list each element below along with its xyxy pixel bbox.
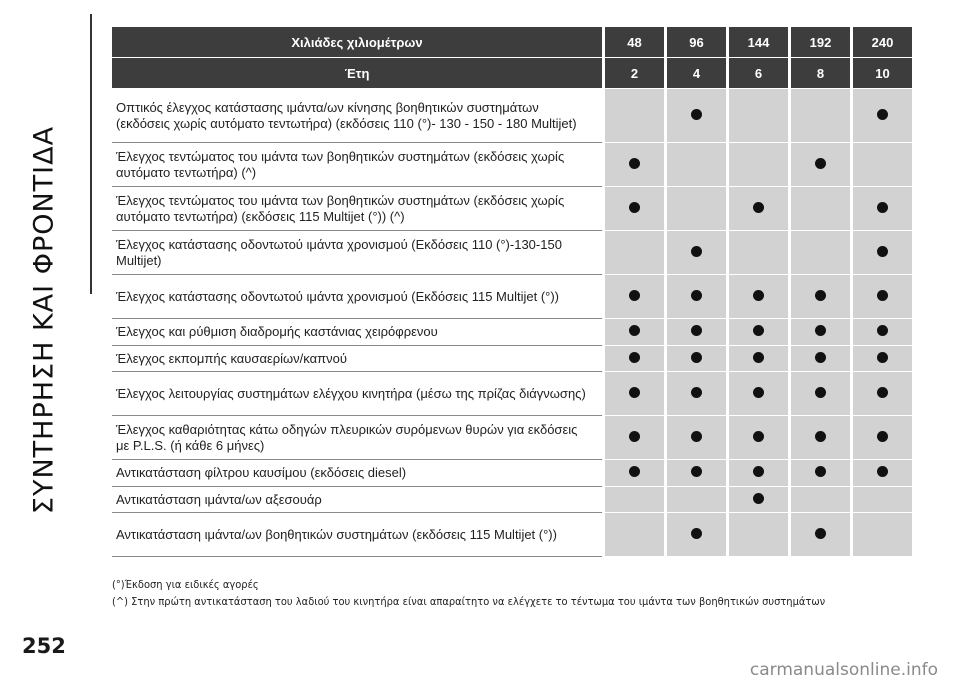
service-required-dot-icon (815, 431, 826, 442)
service-required-dot-icon (815, 352, 826, 363)
watermark: carmanualsonline.info (749, 660, 938, 680)
service-required-dot-icon (753, 493, 764, 504)
interval-cell (664, 187, 726, 231)
service-required-dot-icon (691, 109, 702, 120)
operation-description: Έλεγχος και ρύθμιση διαδρομής καστάνιας χειρόφρενου (112, 319, 602, 346)
interval-cell (788, 231, 850, 275)
header-interval: 10 (850, 58, 912, 89)
service-required-dot-icon (691, 352, 702, 363)
service-required-dot-icon (877, 431, 888, 442)
service-required-dot-icon (877, 246, 888, 257)
operation-description: Αντικατάσταση ιμάντα/ων βοηθητικών συστημάτων (εκδόσεις 115 Multijet (°)) (112, 513, 602, 557)
interval-cell (664, 513, 726, 557)
service-required-dot-icon (691, 246, 702, 257)
interval-cell (850, 89, 912, 143)
interval-cell (850, 513, 912, 557)
footnote-special-markets: (°)Έκδοση για ειδικές αγορές (112, 578, 259, 591)
table-row (112, 187, 912, 231)
service-required-dot-icon (753, 466, 764, 477)
interval-cell (726, 513, 788, 557)
interval-cell (602, 143, 664, 187)
interval-cell (788, 416, 850, 460)
service-required-dot-icon (877, 109, 888, 120)
header-label: Χιλιάδες χιλιομέτρων (112, 27, 602, 58)
operation-description: Έλεγχος κατάστασης οδοντωτού ιμάντα χρονισμού (Εκδόσεις 115 Multijet (°)) (112, 275, 602, 319)
interval-cell (788, 275, 850, 319)
operation-description: Οπτικός έλεγχος κατάστασης ιμάντα/ων κίνησης βοηθητικών συστημάτων (εκδόσεις χωρίς αυτόματο τεντωτήρα) (εκδόσεις 110 (°)- 130 - 150 - 180 Multijet) (112, 89, 602, 143)
service-required-dot-icon (877, 387, 888, 398)
interval-cell (664, 346, 726, 373)
header-row (112, 27, 912, 58)
header-interval: 96 (664, 27, 726, 58)
operation-description: Αντικατάσταση φίλτρου καυσίμου (εκδόσεις diesel) (112, 460, 602, 487)
interval-cell (664, 275, 726, 319)
service-required-dot-icon (877, 466, 888, 477)
interval-cell (788, 460, 850, 487)
service-required-dot-icon (629, 325, 640, 336)
service-required-dot-icon (629, 202, 640, 213)
interval-cell (664, 231, 726, 275)
interval-cell (602, 416, 664, 460)
interval-cell (726, 487, 788, 514)
interval-cell (850, 319, 912, 346)
interval-cell (664, 319, 726, 346)
interval-cell (788, 487, 850, 514)
interval-cell (788, 513, 850, 557)
table-row (112, 89, 912, 143)
service-required-dot-icon (753, 290, 764, 301)
interval-cell (726, 460, 788, 487)
table-row (112, 460, 912, 487)
interval-cell (850, 487, 912, 514)
header-row (112, 58, 912, 89)
table-row (112, 372, 912, 416)
service-required-dot-icon (691, 325, 702, 336)
service-required-dot-icon (815, 466, 826, 477)
service-required-dot-icon (691, 387, 702, 398)
interval-cell (850, 143, 912, 187)
interval-cell (602, 187, 664, 231)
interval-cell (602, 513, 664, 557)
interval-cell (602, 275, 664, 319)
service-required-dot-icon (815, 325, 826, 336)
service-required-dot-icon (753, 431, 764, 442)
footnotes (112, 576, 904, 610)
interval-cell (664, 89, 726, 143)
interval-cell (788, 143, 850, 187)
service-required-dot-icon (877, 352, 888, 363)
operation-description: Έλεγχος τεντώματος του ιμάντα των βοηθητικών συστημάτων (εκδόσεις χωρίς αυτόματο τεντωτήρα) (εκδόσεις 115 Multijet (°)) (^) (112, 187, 602, 231)
interval-cell (850, 346, 912, 373)
interval-cell (602, 460, 664, 487)
service-required-dot-icon (691, 290, 702, 301)
footnote-belt-tension: (^) Στην πρώτη αντικατάσταση του λαδιού του κινητήρα είναι απαραίτητο να ελέγχετε το τέντωμα του ιμάντα των βοηθητικών συστημάτων (112, 595, 826, 608)
operation-description: Έλεγχος κατάστασης οδοντωτού ιμάντα χρονισμού (Εκδόσεις 110 (°)-130-150 Multijet) (112, 231, 602, 275)
service-required-dot-icon (815, 528, 826, 539)
service-required-dot-icon (629, 352, 640, 363)
interval-cell (788, 319, 850, 346)
header-label: Έτη (112, 58, 602, 89)
interval-cell (664, 460, 726, 487)
table-row (112, 513, 912, 557)
interval-cell (850, 187, 912, 231)
header-interval: 192 (788, 27, 850, 58)
service-required-dot-icon (753, 202, 764, 213)
service-required-dot-icon (629, 158, 640, 169)
interval-cell (788, 346, 850, 373)
service-required-dot-icon (753, 325, 764, 336)
interval-cell (850, 231, 912, 275)
service-required-dot-icon (753, 387, 764, 398)
interval-cell (602, 346, 664, 373)
table-row (112, 231, 912, 275)
interval-cell (726, 143, 788, 187)
service-required-dot-icon (877, 202, 888, 213)
operation-description: Αντικατάσταση ιμάντα/ων αξεσουάρ (112, 487, 602, 514)
operation-description: Έλεγχος τεντώματος του ιμάντα των βοηθητικών συστημάτων (εκδόσεις χωρίς αυτόματο τεντωτήρα) (^) (112, 143, 602, 187)
interval-cell (664, 416, 726, 460)
service-required-dot-icon (629, 466, 640, 477)
interval-cell (726, 319, 788, 346)
header-interval: 8 (788, 58, 850, 89)
service-required-dot-icon (815, 290, 826, 301)
interval-cell (850, 275, 912, 319)
table-row (112, 143, 912, 187)
header-interval: 48 (602, 27, 664, 58)
interval-cell (850, 372, 912, 416)
interval-cell (602, 319, 664, 346)
interval-cell (726, 275, 788, 319)
operation-description: Έλεγχος λειτουργίας συστημάτων ελέγχου κινητήρα (μέσω της πρίζας διάγνωσης) (112, 372, 602, 416)
header-interval: 2 (602, 58, 664, 89)
operation-description: Έλεγχος καθαριότητας κάτω οδηγών πλευρικών συρόμενων θυρών για εκδόσεις με P.L.S. (ή κάθε 6 μήνες) (112, 416, 602, 460)
interval-cell (602, 231, 664, 275)
interval-cell (850, 460, 912, 487)
service-required-dot-icon (877, 325, 888, 336)
service-required-dot-icon (691, 431, 702, 442)
service-required-dot-icon (877, 290, 888, 301)
page-number: 252 (22, 634, 66, 658)
service-required-dot-icon (629, 290, 640, 301)
interval-cell (788, 372, 850, 416)
service-required-dot-icon (629, 431, 640, 442)
operation-description: Έλεγχος εκπομπής καυσαερίων/καπνού (112, 346, 602, 373)
table-row (112, 346, 912, 373)
service-required-dot-icon (815, 158, 826, 169)
table-row (112, 487, 912, 514)
maintenance-schedule-table (112, 27, 912, 557)
section-title: ΣΥΝΤΗΡΗΣΗ ΚΑΙ ΦΡΟΝΤΙΔΑ (28, 125, 60, 515)
interval-cell (664, 487, 726, 514)
table-row (112, 319, 912, 346)
table-row (112, 416, 912, 460)
header-interval: 144 (726, 27, 788, 58)
interval-cell (664, 372, 726, 416)
service-required-dot-icon (629, 387, 640, 398)
interval-cell (726, 187, 788, 231)
service-required-dot-icon (753, 352, 764, 363)
interval-cell (788, 187, 850, 231)
interval-cell (726, 231, 788, 275)
interval-cell (664, 143, 726, 187)
service-required-dot-icon (691, 528, 702, 539)
interval-cell (726, 416, 788, 460)
interval-cell (850, 416, 912, 460)
section-divider (90, 14, 92, 294)
interval-cell (726, 89, 788, 143)
header-interval: 240 (850, 27, 912, 58)
interval-cell (788, 89, 850, 143)
service-required-dot-icon (691, 466, 702, 477)
table-row (112, 275, 912, 319)
interval-cell (602, 487, 664, 514)
interval-cell (726, 346, 788, 373)
service-required-dot-icon (815, 387, 826, 398)
header-interval: 6 (726, 58, 788, 89)
interval-cell (602, 372, 664, 416)
header-interval: 4 (664, 58, 726, 89)
interval-cell (602, 89, 664, 143)
interval-cell (726, 372, 788, 416)
